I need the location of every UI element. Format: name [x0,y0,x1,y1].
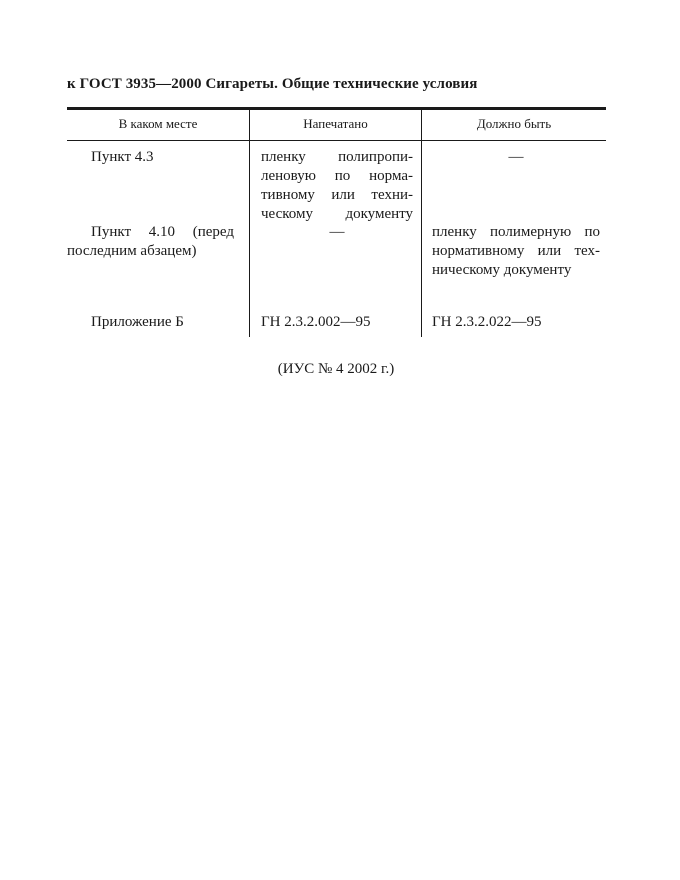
table-row-2-should-be-line-1: пленку полимерную по [432,224,600,240]
table-row-2-place-line-1: Пункт 4.10 (перед [91,224,234,240]
table-row-1-should-be-line-1: — [508,149,524,165]
table-row-1-printed-line-1: пленку полипропи- [261,149,413,165]
table-row-1-printed-line-3: тивному или техни- [261,187,413,203]
table-row-1-printed-line-2: леновую по норма- [261,168,413,184]
table-row-3-printed [261,313,413,332]
table-row-1-should-be [432,148,600,167]
table-row-2-should-be [432,223,600,280]
table-row-2-printed [261,223,413,242]
document-title: к ГОСТ 3935—2000 Сигареты. Общие технические условия [67,76,478,92]
table-row-3-should-be [432,313,600,332]
table-row-2-should-be-line-3: ническому документу [432,262,572,278]
table-row-1-place [67,148,237,167]
table-header-printed: Напечатано [303,116,368,131]
table-top-rule [67,107,606,110]
table-row-2-place-line-2: последним абзацем) [67,243,197,259]
table-row-1-printed [261,148,413,224]
table-row-2-place [67,223,234,261]
document-footer-reference: (ИУС № 4 2002 г.) [277,361,395,377]
table-header-rule [67,140,606,141]
table-row-2-should-be-line-2: нормативному или тех- [432,243,600,259]
table-row-3-place [67,313,237,332]
table-row-3-place-line-1: Приложение Б [91,314,184,330]
table-column-divider-2 [421,110,422,337]
table-row-3-printed-line-1: ГН 2.3.2.002—95 [261,314,371,330]
table-row-1-printed-line-4: ческому документу [261,206,413,222]
table-header-should-be: Должно быть [476,116,552,131]
table-row-1-place-line-1: Пункт 4.3 [91,149,154,165]
table-column-divider-1 [249,110,250,337]
table-header-place: В каком месте [118,116,198,131]
table-row-3-should-be-line-1: ГН 2.3.2.022—95 [432,314,542,330]
table-row-2-printed-line-1: — [329,224,345,240]
